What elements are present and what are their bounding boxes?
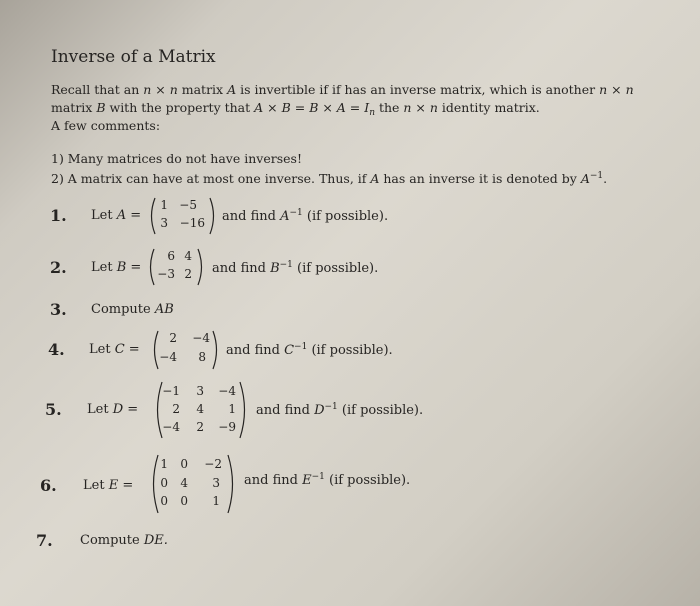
problem-5-let: Let D = (87, 402, 139, 417)
intro-line-1: Recall that an n × n matrix A is invertible if if has an inverse matrix, which is another n × n (51, 82, 634, 97)
matrix-cell: 1 (228, 402, 236, 416)
problem-6-number: 6. (40, 476, 57, 495)
matrix-cell: −2 (204, 457, 222, 471)
problem-6-let: Let E = (83, 478, 134, 493)
matrix-cell: −3 (157, 267, 175, 281)
matrix-cell: 0 (160, 476, 168, 490)
right-paren (238, 380, 250, 440)
right-paren (211, 329, 221, 371)
matrix-cell: 1 (212, 494, 220, 508)
problem-2-instruction: and find $B^{-1}$ (if possible). (212, 260, 379, 276)
matrix-cell: 2 (169, 331, 177, 345)
comment-1: 1) Many matrices do not have inverses! (51, 151, 302, 166)
problem-3-number: 3. (50, 300, 67, 319)
matrix-cell: −9 (218, 420, 236, 434)
matrix-cell: −4 (218, 384, 236, 398)
problem-3-text: Compute AB (91, 302, 174, 317)
right-paren (208, 196, 218, 236)
right-paren (226, 453, 238, 515)
matrix-cell: 1 (160, 457, 168, 471)
matrix-cell: −16 (179, 216, 205, 230)
problem-7-text: Compute DE. (80, 533, 168, 548)
matrix-cell: 2 (172, 402, 180, 416)
problem-1-let: Let A = (91, 208, 142, 223)
matrix-cell: 3 (212, 476, 220, 490)
problem-1-number: 1. (50, 206, 67, 225)
right-paren (196, 247, 206, 287)
problem-1-instruction: and find $A^{-1}$ (if possible). (222, 208, 389, 224)
matrix-cell: 2 (196, 420, 204, 434)
matrix-cell: −5 (179, 198, 197, 212)
comment-2: 2) A matrix can have at most one inverse. Thus, if A has an inverse it is denoted by $A^{-1}$. (51, 171, 608, 186)
matrix-cell: −4 (159, 350, 177, 364)
problem-2-number: 2. (50, 258, 67, 277)
problem-5-number: 5. (45, 400, 62, 419)
intro-line-3: A few comments: (51, 118, 161, 133)
matrix-cell: 2 (184, 267, 192, 281)
matrix-cell: 1 (160, 198, 168, 212)
matrix-cell: 8 (198, 350, 206, 364)
problem-4-number: 4. (48, 340, 65, 359)
problem-7-number: 7. (36, 531, 53, 550)
matrix-cell: −4 (192, 331, 210, 345)
matrix-cell: −1 (162, 384, 180, 398)
problem-4-instruction: and find $C^{-1}$ (if possible). (226, 342, 393, 358)
problem-5-instruction: and find $D^{-1}$ (if possible). (256, 402, 424, 418)
matrix-cell: 4 (184, 249, 192, 263)
matrix-cell: 0 (160, 494, 168, 508)
intro-line-2: matrix B with the property that $A \times B = B \times A = I_n$ the n × n identity matrix. (51, 100, 540, 118)
matrix-cell: −4 (162, 420, 180, 434)
matrix-cell: 3 (196, 384, 204, 398)
problem-2-let: Let B = (91, 260, 142, 275)
problem-6-instruction: and find $E^{-1}$ (if possible). (244, 472, 411, 488)
matrix-cell: 0 (180, 494, 188, 508)
matrix-cell: 4 (180, 476, 188, 490)
page-title: Inverse of a Matrix (51, 47, 216, 67)
problem-4-let: Let C = (89, 342, 140, 357)
matrix-cell: 6 (167, 249, 175, 263)
matrix-cell: 4 (196, 402, 204, 416)
matrix-cell: 0 (180, 457, 188, 471)
matrix-cell: 3 (160, 216, 168, 230)
